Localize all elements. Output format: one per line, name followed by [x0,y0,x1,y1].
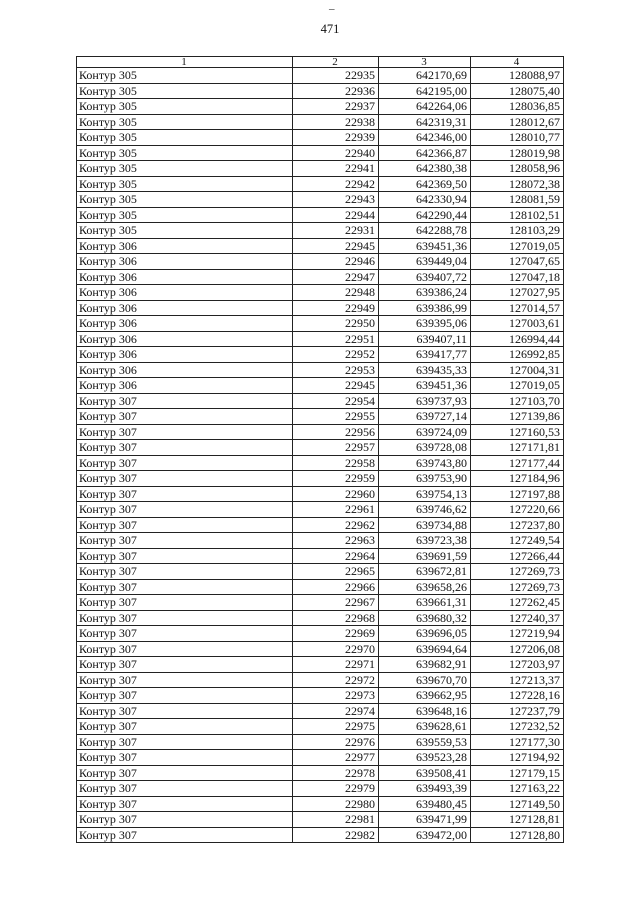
contour-name-cell: Контур 307 [77,827,293,843]
table-row [77,362,564,378]
column-header-3: 3 [379,57,471,68]
x-coordinate-cell: 639451,36 [379,238,471,254]
table-row [77,657,564,673]
x-coordinate-cell: 639480,45 [379,796,471,812]
contour-name-cell: Контур 307 [77,471,293,487]
y-coordinate-cell: 127266,44 [471,548,564,564]
point-number-cell: 22947 [293,269,379,285]
contour-name-cell: Контур 305 [77,68,293,84]
table-row [77,486,564,502]
point-number-cell: 22960 [293,486,379,502]
column-header-4: 4 [471,57,564,68]
point-number-cell: 22950 [293,316,379,332]
x-coordinate-cell: 639472,00 [379,827,471,843]
contour-name-cell: Контур 307 [77,533,293,549]
column-header-2: 2 [293,57,379,68]
contour-name-cell: Контур 307 [77,409,293,425]
y-coordinate-cell: 127003,61 [471,316,564,332]
point-number-cell: 22955 [293,409,379,425]
y-coordinate-cell: 127203,97 [471,657,564,673]
x-coordinate-cell: 639670,70 [379,672,471,688]
point-number-cell: 22970 [293,641,379,657]
contour-name-cell: Контур 307 [77,796,293,812]
contour-name-cell: Контур 307 [77,517,293,533]
point-number-cell: 22944 [293,207,379,223]
point-number-cell: 22958 [293,455,379,471]
x-coordinate-cell: 639661,31 [379,595,471,611]
contour-name-cell: Контур 306 [77,300,293,316]
y-coordinate-cell: 127206,08 [471,641,564,657]
y-coordinate-cell: 128072,38 [471,176,564,192]
y-coordinate-cell: 128102,51 [471,207,564,223]
y-coordinate-cell: 127237,79 [471,703,564,719]
point-number-cell: 22965 [293,564,379,580]
x-coordinate-cell: 642170,69 [379,68,471,84]
x-coordinate-cell: 639471,99 [379,812,471,828]
contour-name-cell: Контур 306 [77,238,293,254]
point-number-cell: 22982 [293,827,379,843]
x-coordinate-cell: 639523,28 [379,750,471,766]
y-coordinate-cell: 126994,44 [471,331,564,347]
contour-name-cell: Контур 305 [77,223,293,239]
y-coordinate-cell: 127197,88 [471,486,564,502]
contour-name-cell: Контур 307 [77,812,293,828]
y-coordinate-cell: 128010,77 [471,130,564,146]
y-coordinate-cell: 127237,80 [471,517,564,533]
y-coordinate-cell: 127171,81 [471,440,564,456]
table-row [77,393,564,409]
table-row [77,765,564,781]
x-coordinate-cell: 639658,26 [379,579,471,595]
x-coordinate-cell: 639754,13 [379,486,471,502]
point-number-cell: 22954 [293,393,379,409]
point-number-cell: 22935 [293,68,379,84]
x-coordinate-cell: 639694,64 [379,641,471,657]
table-row [77,223,564,239]
table-row [77,269,564,285]
point-number-cell: 22941 [293,161,379,177]
table-row [77,207,564,223]
table-body [77,68,564,843]
y-coordinate-cell: 127149,50 [471,796,564,812]
contour-name-cell: Контур 307 [77,750,293,766]
point-number-cell: 22975 [293,719,379,735]
contour-name-cell: Контур 307 [77,486,293,502]
y-coordinate-cell: 128103,29 [471,223,564,239]
contour-name-cell: Контур 305 [77,99,293,115]
contour-name-cell: Контур 307 [77,765,293,781]
y-coordinate-cell: 127019,05 [471,378,564,394]
table-row [77,424,564,440]
x-coordinate-cell: 639691,59 [379,548,471,564]
contour-name-cell: Контур 305 [77,145,293,161]
y-coordinate-cell: 127269,73 [471,579,564,595]
x-coordinate-cell: 639680,32 [379,610,471,626]
point-number-cell: 22959 [293,471,379,487]
table-row [77,300,564,316]
x-coordinate-cell: 642366,87 [379,145,471,161]
x-coordinate-cell: 639723,38 [379,533,471,549]
table-row [77,238,564,254]
point-number-cell: 22931 [293,223,379,239]
x-coordinate-cell: 639386,24 [379,285,471,301]
contour-name-cell: Контур 305 [77,161,293,177]
point-number-cell: 22967 [293,595,379,611]
point-number-cell: 22981 [293,812,379,828]
y-coordinate-cell: 128088,97 [471,68,564,84]
contour-name-cell: Контур 307 [77,734,293,750]
x-coordinate-cell: 639746,62 [379,502,471,518]
contour-name-cell: Контур 307 [77,641,293,657]
x-coordinate-cell: 639417,77 [379,347,471,363]
point-number-cell: 22956 [293,424,379,440]
y-coordinate-cell: 127179,15 [471,765,564,781]
table-row [77,719,564,735]
point-number-cell: 22957 [293,440,379,456]
page-number: 471 [320,22,340,36]
x-coordinate-cell: 639648,16 [379,703,471,719]
y-coordinate-cell: 127139,86 [471,409,564,425]
point-number-cell: 22937 [293,99,379,115]
table-row [77,331,564,347]
contour-name-cell: Контур 305 [77,192,293,208]
contour-name-cell: Контур 307 [77,688,293,704]
x-coordinate-cell: 639672,81 [379,564,471,580]
table-row [77,471,564,487]
contour-name-cell: Контур 306 [77,347,293,363]
y-coordinate-cell: 127219,94 [471,626,564,642]
table-row [77,517,564,533]
table-row [77,548,564,564]
y-coordinate-cell: 127249,54 [471,533,564,549]
contour-name-cell: Контур 307 [77,610,293,626]
point-number-cell: 22938 [293,114,379,130]
contour-name-cell: Контур 307 [77,781,293,797]
header-row [77,57,564,68]
table-row [77,610,564,626]
x-coordinate-cell: 642288,78 [379,223,471,239]
x-coordinate-cell: 639743,80 [379,455,471,471]
x-coordinate-cell: 639493,39 [379,781,471,797]
contour-name-cell: Контур 307 [77,548,293,564]
point-number-cell: 22974 [293,703,379,719]
contour-name-cell: Контур 306 [77,378,293,394]
x-coordinate-cell: 639395,06 [379,316,471,332]
x-coordinate-cell: 642369,50 [379,176,471,192]
point-number-cell: 22945 [293,378,379,394]
contour-name-cell: Контур 306 [77,316,293,332]
point-number-cell: 22945 [293,238,379,254]
y-coordinate-cell: 127213,37 [471,672,564,688]
table-row [77,641,564,657]
y-coordinate-cell: 126992,85 [471,347,564,363]
x-coordinate-cell: 639737,93 [379,393,471,409]
y-coordinate-cell: 128036,85 [471,99,564,115]
table-row [77,347,564,363]
y-coordinate-cell: 127160,53 [471,424,564,440]
y-coordinate-cell: 128081,59 [471,192,564,208]
y-coordinate-cell: 127220,66 [471,502,564,518]
contour-name-cell: Контур 306 [77,285,293,301]
y-coordinate-cell: 127027,95 [471,285,564,301]
y-coordinate-cell: 127240,37 [471,610,564,626]
table-row [77,564,564,580]
point-number-cell: 22963 [293,533,379,549]
y-coordinate-cell: 128075,40 [471,83,564,99]
contour-name-cell: Контур 305 [77,83,293,99]
table-row [77,812,564,828]
x-coordinate-cell: 642330,94 [379,192,471,208]
point-number-cell: 22977 [293,750,379,766]
contour-name-cell: Контур 307 [77,424,293,440]
point-number-cell: 22980 [293,796,379,812]
point-number-cell: 22953 [293,362,379,378]
contour-name-cell: Контур 305 [77,130,293,146]
table-row [77,192,564,208]
y-coordinate-cell: 127184,96 [471,471,564,487]
x-coordinate-cell: 639753,90 [379,471,471,487]
contour-name-cell: Контур 307 [77,595,293,611]
point-number-cell: 22976 [293,734,379,750]
x-coordinate-cell: 639727,14 [379,409,471,425]
contour-name-cell: Контур 307 [77,579,293,595]
y-coordinate-cell: 127128,81 [471,812,564,828]
x-coordinate-cell: 642195,00 [379,83,471,99]
point-number-cell: 22969 [293,626,379,642]
x-coordinate-cell: 639628,61 [379,719,471,735]
contour-name-cell: Контур 307 [77,440,293,456]
table-row [77,409,564,425]
top-mark: _ [329,0,335,11]
x-coordinate-cell: 642380,38 [379,161,471,177]
table-row [77,285,564,301]
point-number-cell: 22949 [293,300,379,316]
point-number-cell: 22940 [293,145,379,161]
point-number-cell: 22968 [293,610,379,626]
contour-name-cell: Контур 306 [77,254,293,270]
table-row [77,440,564,456]
x-coordinate-cell: 639451,36 [379,378,471,394]
x-coordinate-cell: 642290,44 [379,207,471,223]
table-header [77,57,564,68]
table-row [77,827,564,843]
table-row [77,83,564,99]
coordinates-table [76,56,564,843]
table-row [77,176,564,192]
table-row [77,114,564,130]
y-coordinate-cell: 128012,67 [471,114,564,130]
y-coordinate-cell: 127047,65 [471,254,564,270]
x-coordinate-cell: 639728,08 [379,440,471,456]
x-coordinate-cell: 639407,11 [379,331,471,347]
point-number-cell: 22964 [293,548,379,564]
x-coordinate-cell: 639435,33 [379,362,471,378]
x-coordinate-cell: 639449,04 [379,254,471,270]
x-coordinate-cell: 639407,72 [379,269,471,285]
contour-name-cell: Контур 306 [77,269,293,285]
x-coordinate-cell: 639724,09 [379,424,471,440]
contour-name-cell: Контур 307 [77,626,293,642]
contour-name-cell: Контур 307 [77,502,293,518]
y-coordinate-cell: 127163,22 [471,781,564,797]
point-number-cell: 22946 [293,254,379,270]
x-coordinate-cell: 642346,00 [379,130,471,146]
point-number-cell: 22972 [293,672,379,688]
table-row [77,703,564,719]
point-number-cell: 22966 [293,579,379,595]
contour-name-cell: Контур 307 [77,455,293,471]
table-row [77,579,564,595]
table-row [77,378,564,394]
contour-name-cell: Контур 307 [77,703,293,719]
x-coordinate-cell: 639559,53 [379,734,471,750]
table-row [77,750,564,766]
table-row [77,316,564,332]
point-number-cell: 22952 [293,347,379,363]
y-coordinate-cell: 127019,05 [471,238,564,254]
contour-name-cell: Контур 306 [77,331,293,347]
x-coordinate-cell: 639386,99 [379,300,471,316]
y-coordinate-cell: 127014,57 [471,300,564,316]
y-coordinate-cell: 127232,52 [471,719,564,735]
table-row [77,533,564,549]
table-row [77,595,564,611]
point-number-cell: 22936 [293,83,379,99]
y-coordinate-cell: 127128,80 [471,827,564,843]
x-coordinate-cell: 639734,88 [379,517,471,533]
x-coordinate-cell: 639662,95 [379,688,471,704]
y-coordinate-cell: 127262,45 [471,595,564,611]
column-header-1: 1 [77,57,293,68]
point-number-cell: 22961 [293,502,379,518]
table-row [77,254,564,270]
x-coordinate-cell: 642264,06 [379,99,471,115]
contour-name-cell: Контур 307 [77,719,293,735]
y-coordinate-cell: 127194,92 [471,750,564,766]
point-number-cell: 22948 [293,285,379,301]
table-row [77,99,564,115]
point-number-cell: 22971 [293,657,379,673]
table-row [77,734,564,750]
point-number-cell: 22942 [293,176,379,192]
point-number-cell: 22979 [293,781,379,797]
contour-name-cell: Контур 305 [77,114,293,130]
x-coordinate-cell: 642319,31 [379,114,471,130]
point-number-cell: 22939 [293,130,379,146]
table-row [77,455,564,471]
x-coordinate-cell: 639682,91 [379,657,471,673]
contour-name-cell: Контур 307 [77,672,293,688]
point-number-cell: 22962 [293,517,379,533]
table-row [77,672,564,688]
table-row [77,145,564,161]
point-number-cell: 22943 [293,192,379,208]
y-coordinate-cell: 127228,16 [471,688,564,704]
table-row [77,502,564,518]
table-row [77,796,564,812]
table-row [77,161,564,177]
table-row [77,688,564,704]
contour-name-cell: Контур 307 [77,393,293,409]
point-number-cell: 22973 [293,688,379,704]
contour-name-cell: Контур 307 [77,564,293,580]
x-coordinate-cell: 639508,41 [379,765,471,781]
y-coordinate-cell: 127177,44 [471,455,564,471]
point-number-cell: 22978 [293,765,379,781]
y-coordinate-cell: 127177,30 [471,734,564,750]
contour-name-cell: Контур 307 [77,657,293,673]
contour-name-cell: Контур 305 [77,176,293,192]
table-row [77,68,564,84]
contour-name-cell: Контур 306 [77,362,293,378]
y-coordinate-cell: 127269,73 [471,564,564,580]
y-coordinate-cell: 127103,70 [471,393,564,409]
table-row [77,781,564,797]
contour-name-cell: Контур 305 [77,207,293,223]
y-coordinate-cell: 127004,31 [471,362,564,378]
table-row [77,130,564,146]
x-coordinate-cell: 639696,05 [379,626,471,642]
table-row [77,626,564,642]
y-coordinate-cell: 127047,18 [471,269,564,285]
point-number-cell: 22951 [293,331,379,347]
y-coordinate-cell: 128019,98 [471,145,564,161]
y-coordinate-cell: 128058,96 [471,161,564,177]
